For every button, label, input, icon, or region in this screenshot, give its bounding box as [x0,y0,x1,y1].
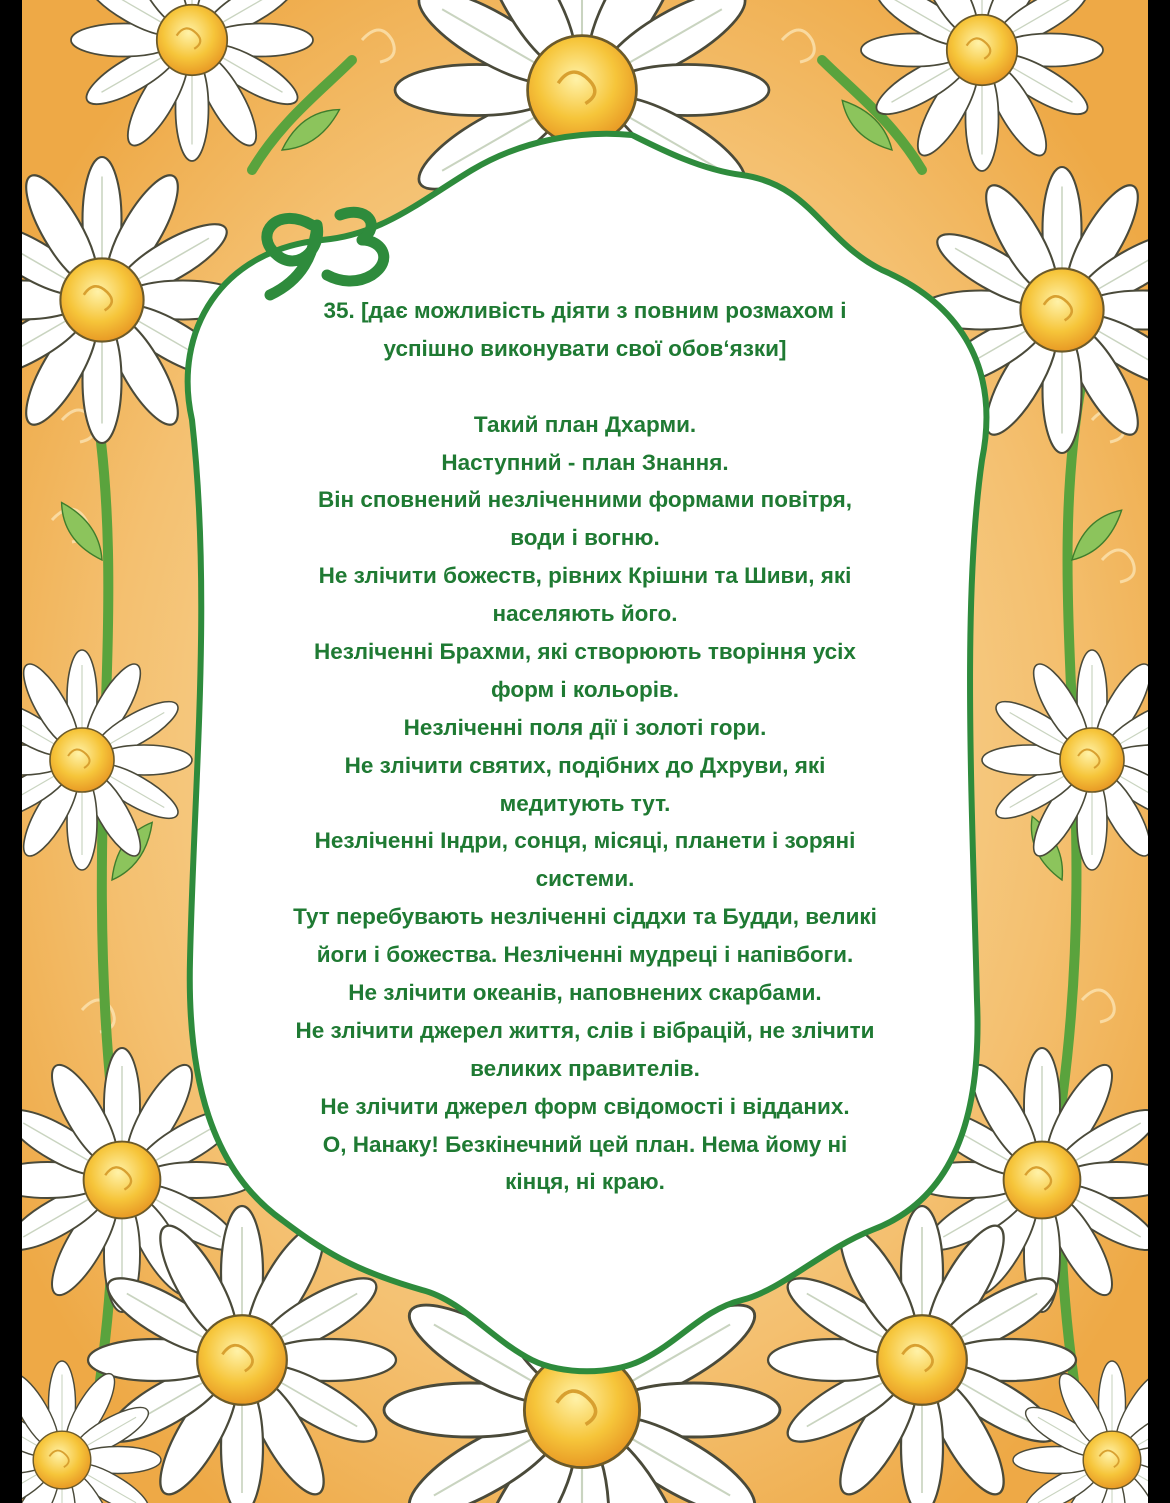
verse-line: Тут перебувають незліченні сіддхи та Будди, великі [293,904,877,930]
verse-line: Незліченні Брахми, які створюють творіння усіх [314,639,856,665]
verse-line: Такий план Дхарми. [473,411,697,437]
verse-line: Незліченні Індри, сонця, місяці, планети і зоряні [314,828,856,854]
verse-line: Незліченні поля дії і золоті гори. [403,714,767,740]
verse-line: населяють його. [492,601,678,627]
verse-line: води і вогню. [510,525,660,551]
verse-line: йоги і божества. Незліченні мудреці і напівбоги. [316,942,854,968]
verse-gap [182,368,988,406]
verse-line: Не злічити океанів, наповнених скарбами. [348,980,822,1006]
verse-line: О, Нанаку! Безкінечний цей план. Нема йому ні [322,1131,848,1157]
verse-line: системи. [535,866,635,892]
verse-line: кінця, ні краю. [505,1169,665,1195]
verse-text [182,292,988,1201]
verse-line: форм і кольорів. [490,676,680,702]
verse-line: Наступний - план Знання. [441,449,729,475]
verse-line: Не злічити джерел форм свідомості і відданих. [320,1093,850,1119]
verse-line: 35. [дає можливість діяти з повним розмахом і [323,298,847,323]
verse-line: Не злічити божеств, рівних Крішни та Шиви, які [318,563,852,589]
verse-line: Не злічити джерел життя, слів і вібрацій, не злічити [295,1017,875,1043]
verse-line: успішно виконувати свої обов‘язки] [383,335,787,361]
verse-line: великих правителів. [470,1055,700,1081]
verse-line: медитують тут. [499,790,671,816]
verse-line: Не злічити святих, подібних до Дхруви, які [344,752,826,778]
verse-line: Він сповнений незліченними формами повітря, [318,487,852,513]
decorated-page [22,0,1148,1503]
